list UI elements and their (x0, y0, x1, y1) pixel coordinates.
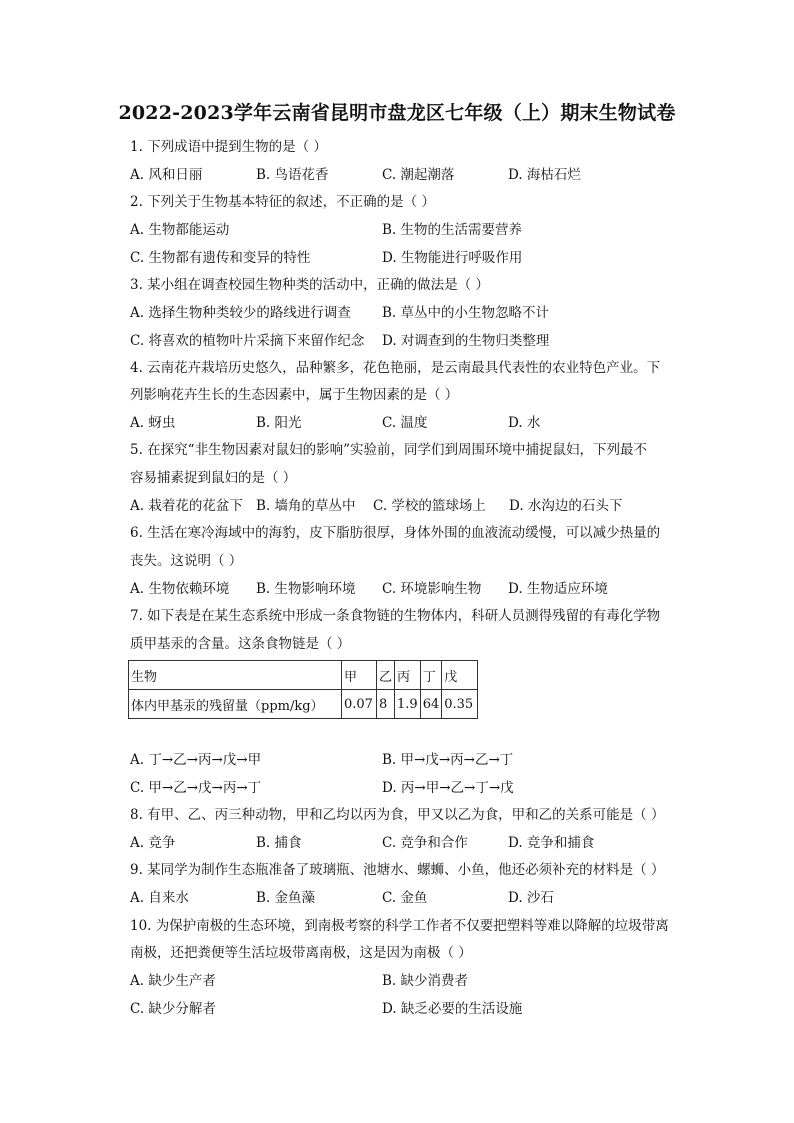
table-cell: 乙 (377, 661, 395, 690)
question-9-option-b: B. 金鱼藻 (256, 890, 316, 906)
question-5-option-c: C. 学校的篮球场上 (373, 498, 486, 514)
question-9-option-d: D. 沙石 (508, 890, 554, 906)
question-10-option-b: B. 缺少消费者 (382, 973, 469, 989)
question-3-stem: 3. 某小组在调查校园生物种类的活动中，正确的做法是（ ） (130, 277, 489, 293)
table-cell: 0.35 (442, 690, 478, 719)
question-10-stem-line-1: 10. 为保护南极的生态环境，到南极考察的科学工作者不仅要把塑料等难以降解的垃圾带离 (130, 918, 669, 934)
question-6-stem-line-2: 丧失。这说明（ ） (130, 553, 243, 569)
question-3-option-d: D. 对调查到的生物归类整理 (382, 333, 550, 349)
question-5-option-b: B. 墙角的草丛中 (256, 498, 356, 514)
table-cell: 丁 (420, 661, 442, 690)
table-cell: 丙 (395, 661, 421, 690)
question-5-option-a: A. 栽着花的花盆下 (130, 498, 243, 514)
question-7-option-b: B. 甲→戊→丙→乙→丁 (382, 752, 514, 768)
question-3-option-a: A. 选择生物种类较少的路线进行调查 (130, 305, 351, 321)
question-8-option-b: B. 捕食 (256, 835, 302, 851)
question-8-option-a: A. 竞争 (130, 835, 176, 851)
question-8-option-d: D. 竞争和捕食 (508, 835, 595, 851)
question-2-option-d: D. 生物能进行呼吸作用 (382, 250, 523, 266)
table-cell: 0.07 (342, 690, 377, 719)
question-9-option-c: C. 金鱼 (382, 890, 428, 906)
table-cell: 64 (420, 690, 442, 719)
table-cell: 甲 (342, 661, 377, 690)
question-10-stem-line-2: 南极，还把粪便等生活垃圾带离南极，这是因为南极（ ） (130, 945, 472, 961)
question-9-option-a: A. 自来水 (130, 890, 189, 906)
question-1-option-d: D. 海枯石烂 (508, 167, 581, 183)
question-1-option-c: C. 潮起潮落 (382, 167, 455, 183)
question-7-option-a: A. 丁→乙→丙→戊→甲 (130, 752, 262, 768)
question-10-option-d: D. 缺乏必要的生活设施 (382, 1001, 523, 1017)
question-6-stem-line-1: 6. 生活在寒冷海域中的海豹，皮下脂肪很厚，身体外围的血液流动缓慢，可以减少热量的 (130, 525, 661, 541)
question-2-option-c: C. 生物都有遗传和变异的特性 (130, 250, 311, 266)
table-cell: 体内甲基汞的残留量（ppm/kg） (129, 690, 342, 719)
question-5-option-d: D. 水沟边的石头下 (509, 498, 623, 514)
question-7-stem-line-1: 7. 如下表是在某生态系统中形成一条食物链的生物体内，科研人员测得残留的有毒化学物 (130, 608, 661, 624)
table-row (129, 661, 478, 690)
question-9-stem: 9. 某同学为制作生态瓶准备了玻璃瓶、池塘水、螺蛳、小鱼，他还必须补充的材料是（ ） (130, 862, 665, 878)
question-8-stem: 8. 有甲、乙、丙三种动物，甲和乙均以丙为食，甲又以乙为食，甲和乙的关系可能是（ ） (130, 807, 665, 823)
table-cell: 8 (377, 690, 395, 719)
question-6-option-d: D. 生物适应环境 (508, 581, 608, 597)
question-2-stem: 2. 下列关于生物基本特征的叙述，不正确的是（ ） (130, 194, 435, 210)
question-10-option-a: A. 缺少生产者 (130, 973, 216, 989)
question-4-stem-line-2: 列影响花卉生长的生态因素中，属于生物因素的是（ ） (130, 387, 459, 403)
question-4-option-b: B. 阳光 (256, 415, 302, 431)
question-4-option-d: D. 水 (508, 415, 541, 431)
question-2-option-a: A. 生物都能运动 (130, 222, 230, 238)
question-1-option-b: B. 鸟语花香 (256, 167, 329, 183)
question-10-option-c: C. 缺少分解者 (130, 1001, 216, 1017)
question-4-option-a: A. 蚜虫 (130, 415, 176, 431)
mercury-residue-table (128, 660, 478, 719)
question-6-option-c: C. 环境影响生物 (382, 581, 482, 597)
question-5-stem-line-1: 5. 在探究“非生物因素对鼠妇的影响”实验前，同学们到周围环境中捕捉鼠妇，下列最不 (130, 442, 647, 458)
question-2-option-b: B. 生物的生活需要营养 (382, 222, 523, 238)
question-6-option-b: B. 生物影响环境 (256, 581, 356, 597)
question-3-option-b: B. 草丛中的小生物忽略不计 (382, 305, 550, 321)
question-7-option-c: C. 甲→乙→戊→丙→丁 (130, 780, 262, 796)
question-4-stem-line-1: 4. 云南花卉栽培历史悠久，品种繁多，花色艳丽，是云南最具代表性的农业特色产业。下 (130, 360, 661, 376)
table-row (129, 690, 478, 719)
question-3-option-c: C. 将喜欢的植物叶片采摘下来留作纪念 (130, 333, 365, 349)
page-title: 2022-2023学年云南省昆明市盘龙区七年级（上）期末生物试卷 (118, 102, 676, 124)
question-8-option-c: C. 竞争和合作 (382, 835, 468, 851)
question-1-stem: 1. 下列成语中提到生物的是（ ） (130, 139, 327, 155)
question-7-option-d: D. 丙→甲→乙→丁→戊 (382, 780, 514, 796)
question-7-stem-line-2: 质甲基汞的含量。这条食物链是（ ） (130, 636, 351, 652)
question-6-option-a: A. 生物依赖环境 (130, 581, 230, 597)
table-cell: 生物 (129, 661, 342, 690)
question-4-option-c: C. 温度 (382, 415, 428, 431)
question-1-option-a: A. 风和日丽 (130, 167, 203, 183)
table-cell: 1.9 (395, 690, 421, 719)
table-cell: 戊 (442, 661, 478, 690)
question-5-stem-line-2: 容易捕素捉到鼠妇的是（ ） (130, 470, 297, 486)
